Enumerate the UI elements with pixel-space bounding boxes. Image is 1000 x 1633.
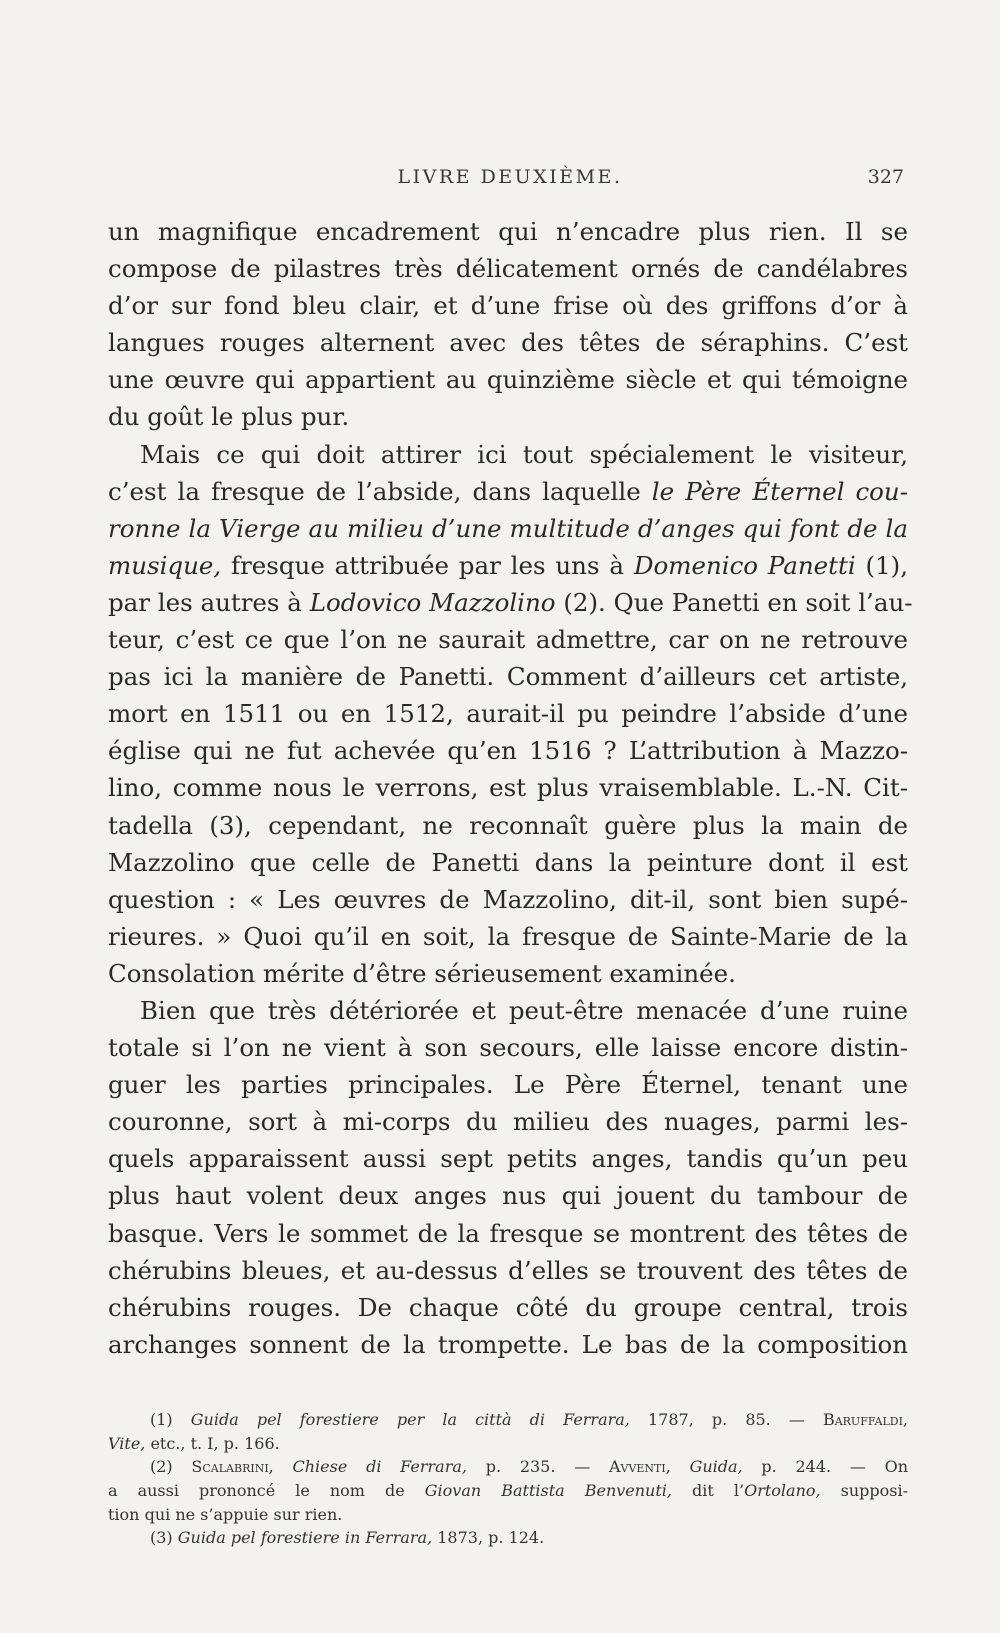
text-line: archanges sonnent de la trompette. Le bas de la composition [108,1329,908,1359]
footnote-2-continued: a aussi prononcé le nom de Giovan Battista Benvenuti, dit l’Ortolano, supposi- [108,1481,908,1501]
text-line: plus haut volent deux anges nus qui jouent du tambour de [108,1181,908,1211]
text-line: question : « Les œuvres de Mazzolino, dit-il, sont bien supé- [108,884,908,914]
text-line: église qui ne fut achevée qu’en 1516 ? L’attribution à Mazzo- [108,736,908,766]
text-line: une œuvre qui appartient au quinzième siècle et qui témoigne [108,365,908,395]
text-line: totale si l’on ne vient à son secours, elle laisse encore distin- [108,1033,908,1063]
text-line: musique, fresque attribuée par les uns à Domenico Panetti (1), [108,550,909,580]
text-line: compose de pilastres très délicatement ornés de candélabres [108,254,908,284]
text-line: rieures. » Quoi qu’il en soit, la fresque de Sainte-Marie de la [108,921,908,951]
text-line: Consolation mérite d’être sérieusement examinée. [108,958,736,988]
text-line: un magnifique encadrement qui n’encadre plus rien. Il se [108,217,908,246]
text-line: Bien que très détériorée et peut-être menacée d’une ruine [140,995,908,1025]
text-line: pas ici la manière de Panetti. Comment d’ailleurs cet artiste, [108,662,908,692]
text-line: couronne, sort à mi-corps du milieu des nuages, parmi les- [108,1107,908,1137]
footnote-1: (1) Guida pel forestiere per la città di Ferrara, 1787, p. 85. — Baruffaldi, [150,1410,909,1429]
text-line: du goût le plus pur. [108,402,350,432]
text-line: chérubins rouges. De chaque côté du groupe central, trois [108,1292,908,1322]
text-line: Mazzolino que celle de Panetti dans la peinture dont il est [108,847,908,877]
text-line: chérubins bleues, et au-dessus d’elles se trouvent des têtes de [108,1255,908,1285]
page-number: 327 [867,166,904,188]
text-line: ronne la Vierge au milieu d’une multitude d’anges qui font de la [108,513,908,543]
text-line: mort en 1511 ou en 1512, aurait-il pu peindre l’abside d’une [108,699,908,729]
text-line: c’est la fresque de l’abside, dans laquelle le Père Éternel cou- [108,476,908,506]
text-line: guer les parties principales. Le Père Éternel, tenant une [108,1070,908,1100]
text-line: d’or sur fond bleu clair, et d’une frise où des griffons d’or à [108,291,908,321]
text-line: tadella (3), cependant, ne reconnaît guère plus la main de [108,810,908,840]
text-line: basque. Vers le sommet de la fresque se montrent des têtes de [108,1218,908,1248]
text-line: lino, comme nous le verrons, est plus vraisemblable. L.-N. Cit- [108,773,908,803]
footnote-2-end: tion qui ne s’appuie sur rien. [108,1504,343,1524]
running-head-title: LIVRE DEUXIÈME. [397,166,623,188]
footnote-3: (3) Guida pel forestiere in Ferrara, 1873, p. 124. [150,1528,545,1548]
body-text [108,213,913,1363]
running-head [110,166,910,196]
footnotes [108,1408,908,1550]
text-line: Mais ce qui doit attirer ici tout spécialement le visiteur, [140,439,908,469]
text-line: quels apparaissent aussi sept petits anges, tandis qu’un peu [108,1144,908,1174]
footnote-1-continued: Vite, etc., t. I, p. 166. [108,1433,280,1453]
text-line: teur, c’est ce que l’on ne saurait admettre, car on ne retrouve [108,625,908,655]
text-line: langues rouges alternent avec des têtes de séraphins. C’est [108,328,908,358]
text-line: par les autres à Lodovico Mazzolino (2). Que Panetti en soit l’au- [108,587,913,617]
footnote-2: (2) Scalabrini, Chiese di Ferrara, p. 235. — Avventi, Guida, p. 244. — On [150,1457,909,1477]
